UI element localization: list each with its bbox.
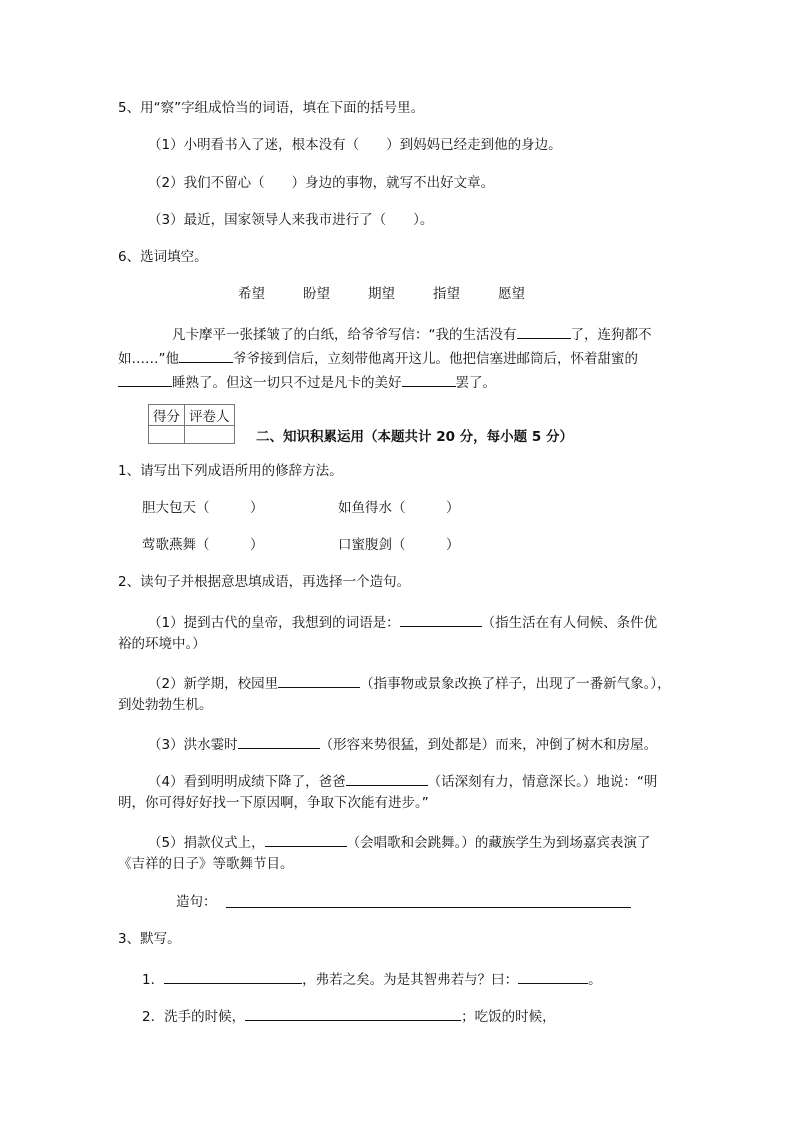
blank[interactable]: [245, 1008, 461, 1021]
make-sentence-line: [176, 896, 217, 910]
s2-item-4-line-1: [148, 773, 657, 790]
s2-item-1-line-2: 裕的环境中。）: [118, 636, 206, 652]
word-5: 愿望: [498, 286, 525, 302]
s2-title: 2、读句子并根据意思填成语，再选择一个造句。: [118, 574, 411, 590]
q5-item-3: （3）最近，国家领导人来我市进行了（ ）。: [148, 212, 434, 228]
make-sentence-label: 造句：: [176, 894, 217, 910]
q5-item-1: （1）小明看书入了迷，根本没有（ ）到妈妈已经走到他的身边。: [148, 137, 562, 153]
s2-item-4-line-2: 明，你可得好好找一下原因啊，争取下次能有进步。”: [118, 795, 429, 811]
text: （指生活在有人伺候、条件优: [481, 615, 658, 631]
s3-line-2: [142, 1008, 556, 1025]
text: 凡卡摩平一张揉皱了的白纸，给爷爷写信：“我的生活没有: [172, 327, 517, 343]
blank[interactable]: [517, 326, 571, 339]
text: （3）洪水霎时: [148, 737, 238, 753]
text: 1．: [142, 972, 165, 988]
word-1: 希望: [238, 286, 265, 302]
text: 如……”他: [118, 351, 179, 367]
blank[interactable]: [402, 374, 456, 387]
text: （1）提到古代的皇帝，我想到的词语是：: [148, 615, 400, 631]
s1-title: 1、请写出下列成语所用的修辞方法。: [118, 463, 343, 479]
blank[interactable]: [265, 834, 347, 847]
text: （4）看到明明成绩下降了，爸爸: [148, 774, 346, 790]
blank[interactable]: [179, 350, 233, 363]
idiom-3: 莺歌燕舞（ ）: [142, 537, 264, 553]
section-2-title: 二、知识积累运用（本题共计 20 分，每小题 5 分）: [256, 429, 573, 445]
text: ；吃饭的时候，: [461, 1009, 556, 1025]
s2-item-3: [148, 736, 657, 753]
text: 了，连狗都不: [570, 327, 652, 343]
text: 2．洗手的时候，: [142, 1009, 246, 1025]
text: （指事物或景象改换了样子，出现了一番新气象。），: [360, 676, 671, 692]
text: 睡熟了。但这一切只不过是凡卡的美好: [172, 375, 402, 391]
blank[interactable]: [238, 736, 320, 749]
text: 罢了。: [455, 375, 496, 391]
s2-item-1-line-1: [148, 614, 657, 631]
s3-title: 3、默写。: [118, 931, 181, 947]
blank[interactable]: [518, 971, 588, 984]
grader-cell[interactable]: [185, 426, 235, 444]
q5-item-2: （2）我们不留心（ ）身边的事物，就写不出好文章。: [148, 175, 495, 191]
idiom-2: 如鱼得水（ ）: [338, 500, 460, 516]
score-header: 得分: [149, 405, 185, 426]
grader-header: 评卷人: [185, 405, 235, 426]
score-table: [148, 404, 235, 444]
q6-paragraph-line-1: [172, 326, 652, 343]
text: （会唱歌和会跳舞。）的藏族学生为到场嘉宾表演了: [346, 835, 651, 851]
text: （2）新学期，校园里: [148, 676, 279, 692]
s3-line-1: [142, 971, 602, 988]
word-4: 指望: [433, 286, 460, 302]
q6-title: 6、选词填空。: [118, 249, 208, 265]
s2-item-5-line-1: [148, 834, 650, 851]
word-3: 期望: [368, 286, 395, 302]
q6-paragraph-line-2: [118, 350, 638, 367]
text: （形容来势很猛，到处都是）而来，冲倒了树木和房屋。: [319, 737, 658, 753]
text: （5）捐款仪式上，: [148, 835, 265, 851]
score-cell[interactable]: [149, 426, 185, 444]
text: （话深刻有力，情意深长。）地说：“明: [427, 774, 658, 790]
word-2: 盼望: [303, 286, 330, 302]
s2-item-2-line-2: 到处勃勃生机。: [118, 697, 213, 713]
text: 爷爷接到信后，立刻带他离开这儿。他把信塞进邮筒后，怀着甜蜜的: [233, 351, 638, 367]
blank[interactable]: [346, 773, 428, 786]
text: ，弗若之矣。为是其智弗若与？曰：: [302, 972, 519, 988]
q5-title: 5、用“察”字组成恰当的词语，填在下面的括号里。: [118, 100, 425, 116]
blank[interactable]: [118, 374, 172, 387]
s2-item-2-line-1: [148, 675, 671, 692]
word-bank: [238, 288, 563, 302]
s2-item-5-line-2: 《吉祥的日子》等歌舞节目。: [118, 856, 294, 872]
idiom-4: 口蜜腹剑（ ）: [338, 537, 460, 553]
blank[interactable]: [278, 675, 360, 688]
text: 。: [588, 972, 602, 988]
idiom-1: 胆大包天（ ）: [142, 500, 264, 516]
make-sentence-blank[interactable]: [226, 907, 631, 908]
q6-paragraph-line-3: [118, 374, 496, 391]
blank[interactable]: [164, 971, 302, 984]
blank[interactable]: [400, 614, 482, 627]
